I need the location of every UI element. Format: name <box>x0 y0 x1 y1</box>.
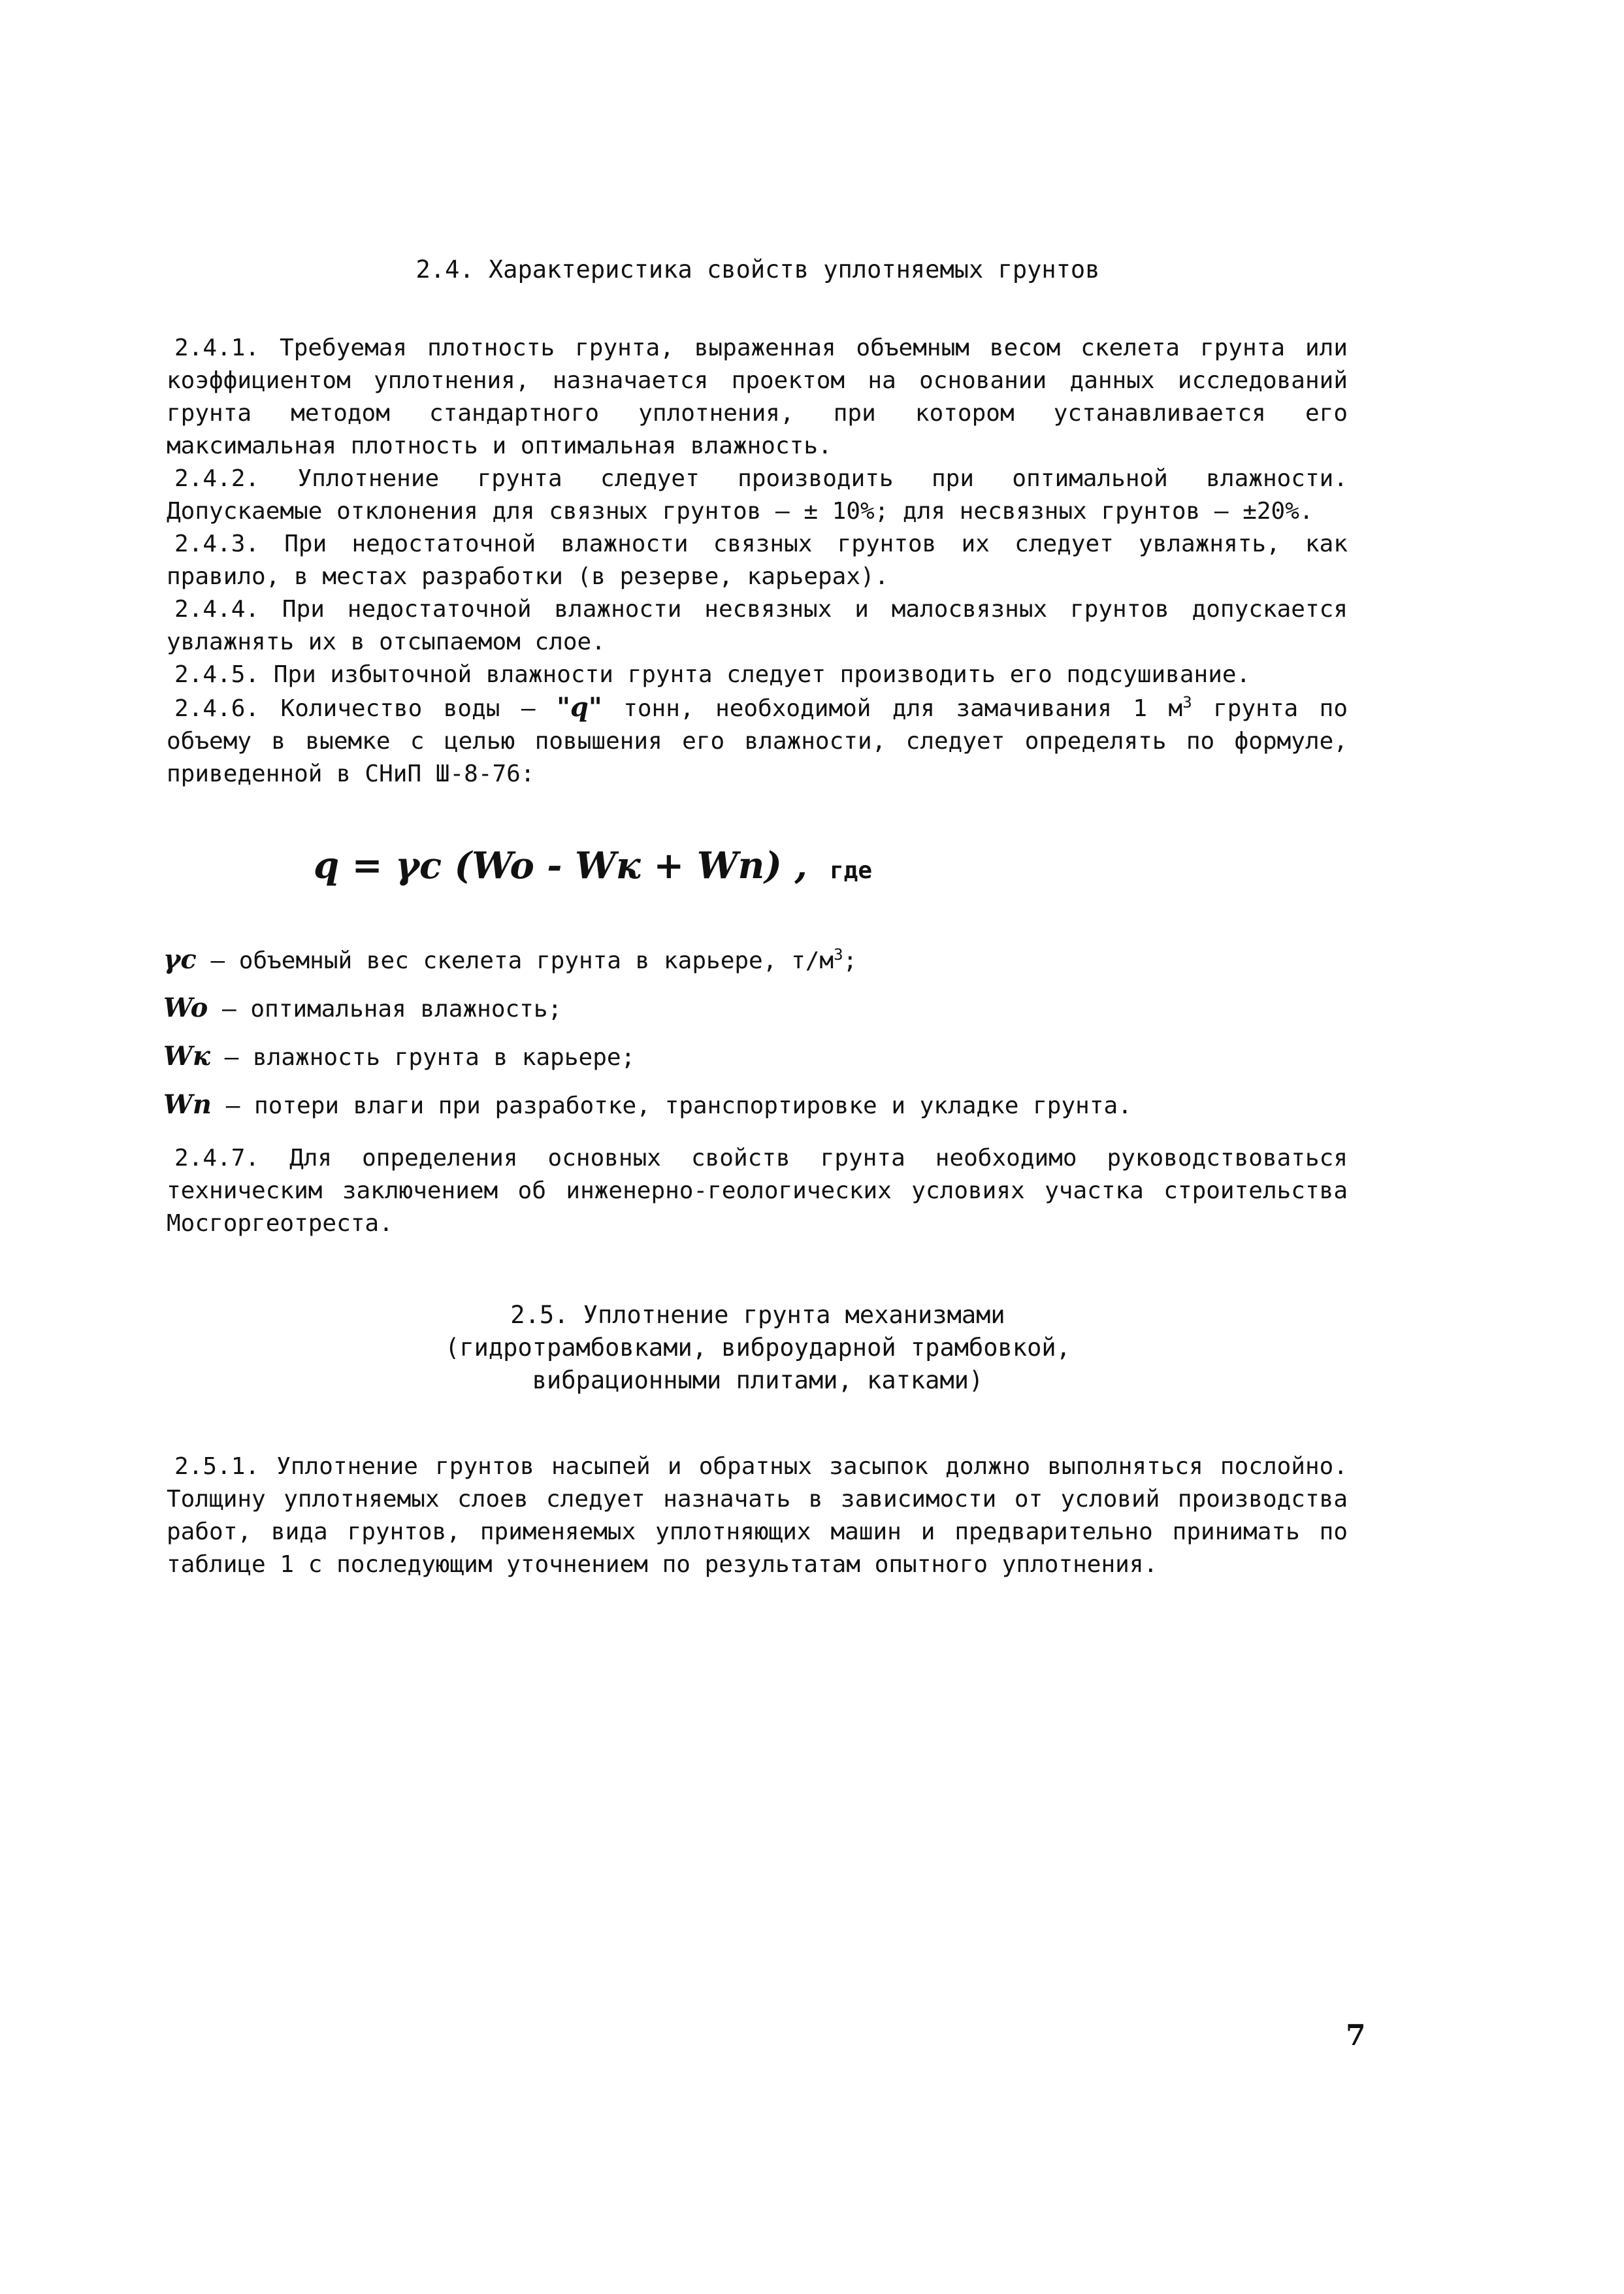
section-2-5-body <box>167 1450 1348 1581</box>
legend-symbol: Wo <box>163 992 208 1023</box>
water-quantity-symbol: "q" <box>557 692 602 723</box>
paragraph-2-4-5: 2.4.5. При избыточной влажности грунта следует производить его подсушивание. <box>174 661 1251 688</box>
paragraph-2-4-1: 2.4.1. Требуемая плотность грунта, выраженная объемным весом скелета грунта или коэффициентом уплотнения, назначается проектом на основании данных исследований грунта методом стандартного уплотнения, при котором устанавливается его максимальная плотность и оптимальная влажность. <box>167 335 1348 459</box>
legend-text: – объемный вес скелета грунта в карьере, т/м <box>196 947 834 974</box>
paragraph-2-4-2: 2.4.2. Уплотнение грунта следует производить при оптимальной влажности. Допускаемые отклонения для связных грунтов – ± 10%; для несвязных грунтов – ±20%. <box>167 465 1348 525</box>
legend-item-wk <box>163 1040 1352 1074</box>
legend-symbol: Wп <box>163 1089 212 1120</box>
section-2-4-heading: 2.4. Характеристика свойств уплотняемых грунтов <box>415 255 1100 284</box>
legend-text: – оптимальная влажность; <box>208 996 562 1023</box>
paragraph-2-5-1: 2.5.1. Уплотнение грунтов насыпей и обратных засыпок должно выполняться послойно. Толщину уплотняемых слоев следует назначать в зависимости от условий производства работ, вида грунтов, применяемых уплотняющих машин и предварительно принимать по таблице 1 с последующим уточнением по результатам опытного уплотнения. <box>167 1453 1348 1578</box>
p246-part1: 2.4.6. Количество воды – <box>174 695 557 722</box>
legend-exponent: 3 <box>834 945 843 964</box>
legend-symbol: Wк <box>163 1041 210 1072</box>
legend-text: – влажность грунта в карьере; <box>210 1044 636 1071</box>
section-2-5-heading-line3: вибрационными плитами, катками) <box>532 1366 984 1394</box>
section-2-5-heading-line1: 2.5. Уплотнение грунта механизмами <box>510 1301 1005 1329</box>
paragraph-2-4-7: 2.4.7. Для определения основных свойств грунта необходимо руководствоваться техническим заключением об инженерно-геологических условиях участка строительства Мосгоргеотреста. <box>167 1145 1348 1237</box>
legend-item-gamma <box>163 943 1352 977</box>
legend-tail: ; <box>843 947 858 974</box>
formula-where-label: где <box>830 857 873 884</box>
legend-symbol: γc <box>163 944 197 975</box>
legend-item-wo <box>163 992 1352 1026</box>
paragraph-2-4-3: 2.4.3. При недостаточной влажности связных грунтов их следует увлажнять, как правило, в местах разработки (в резерве, карьерах). <box>167 531 1348 590</box>
p246-part2: тонн, необходимой для замачивания 1 м <box>602 695 1183 722</box>
p246-part3: грунта по объему в выемке с целью повышения его влажности, следует определять по формуле, приведенной в СНиП Ш-8-76: <box>167 695 1348 787</box>
water-quantity-formula: q = γc (Wo - Wк + Wп) , <box>314 844 807 887</box>
legend-text: – потери влаги при разработке, транспортировке и укладке грунта. <box>212 1092 1132 1119</box>
section-2-4-body <box>167 332 1348 791</box>
paragraph-2-4-7-block <box>167 1142 1348 1240</box>
paragraph-2-4-4: 2.4.4. При недостаточной влажности несвязных и малосвязных грунтов допускается увлажнять их в отсыпаемом слое. <box>167 596 1348 655</box>
section-2-5-heading-line2: (гидротрамбовками, виброударной трамбовкой, <box>445 1334 1071 1362</box>
legend-item-wp <box>163 1089 1352 1122</box>
paragraph-2-4-6 <box>167 691 1348 791</box>
p246-exponent: 3 <box>1182 693 1192 712</box>
page-number: 7 <box>1346 2019 1366 2052</box>
